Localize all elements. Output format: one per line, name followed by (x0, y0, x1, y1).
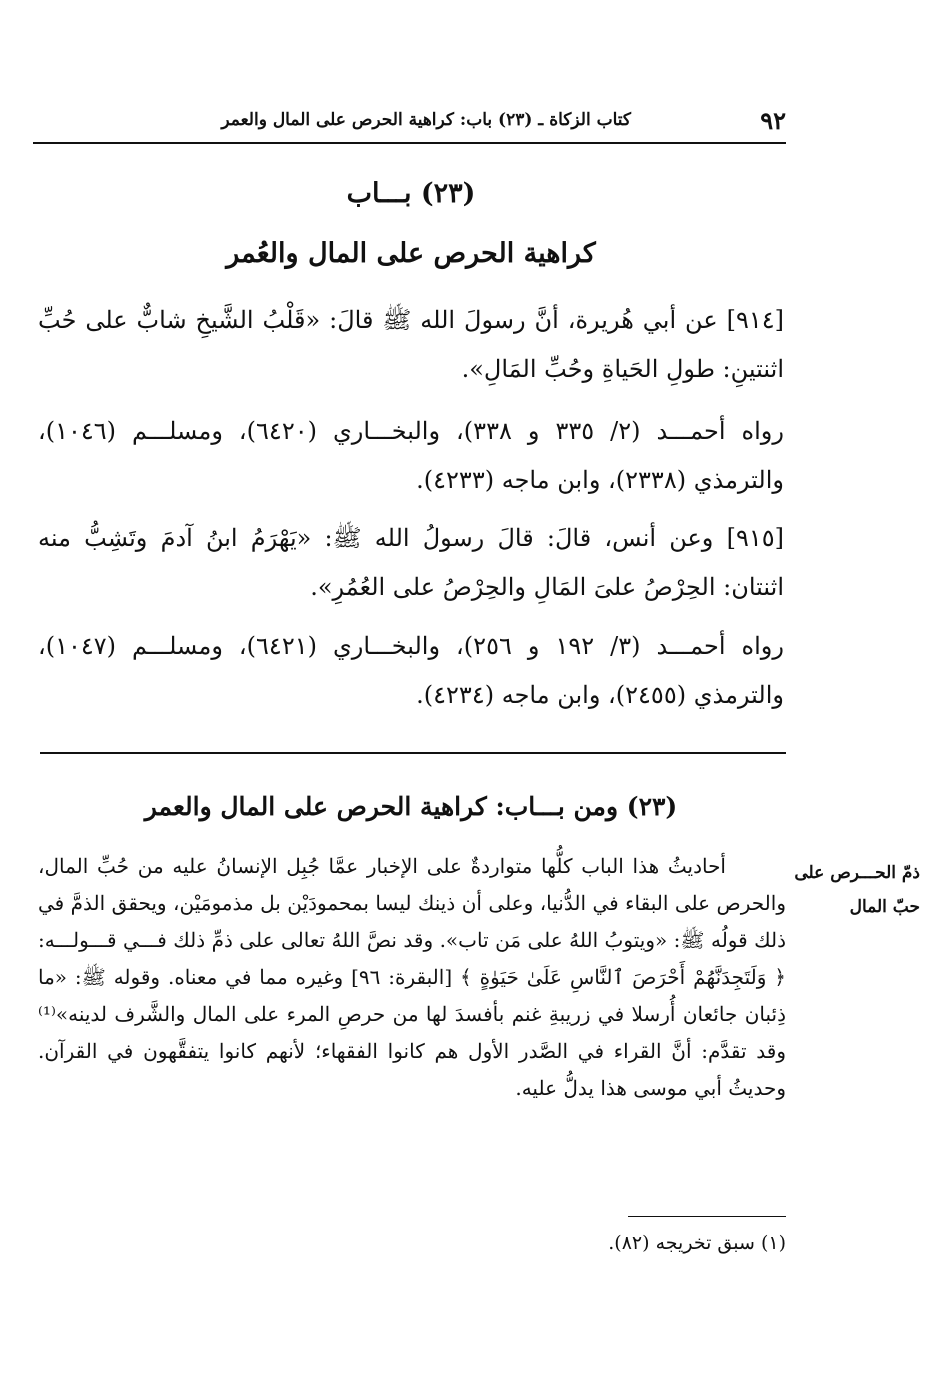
margin-note: ذمّ الحـــرص على حبّ المال (794, 863, 920, 917)
chapter-title: كراهية الحرص على المال والعُمر (226, 238, 596, 269)
chapter-number: (٢٣) بـــاب (346, 178, 476, 209)
running-header (36, 106, 786, 136)
page-number: ٩٢ (760, 106, 786, 135)
hadith-915-text: [٩١٥] وعن أنس، قالَ: قالَ رسولُ الله ﷺ: «يَهْرَمُ ابنُ آدمَ وتَشِبُّ منه اثنتان: الحِرْصُ علىَ المَالِ والحِرْصُ على العُمُرِ». (38, 524, 784, 601)
footnote-rule (628, 1216, 786, 1217)
commentary-body: أحاديثُ هذا الباب كلُّها متواردةٌ على الإخبار عمَّا جُبِل الإنسانُ عليه من حُبِّ المال، والحرص على البقاء في الدُّنيا، وعلى أن ذينك ليسا بمحمودَيْن بل مذمومَيْن، ويحقق الذمَّ في ذلك قولُه ﷺ: «ويتوبُ اللهُ على مَن تاب». وقد نصَّ اللهُ تعالى على ذمِّ ذلك فـــي قـــولـــه: ﴿ وَلَتَجِدَنَّهُمْ أَحْرَصَ ٱلنَّاسِ عَلَىٰ حَيَوٰةٍ ﴾ [البقرة: ٩٦] وغيره مما في معناه. وقوله ﷺ: «ما ذِئبان جائعان أُرسلا في زريبةِ غنم بأفسدَ لها من حرصِ المرء على المال والشَّرف لدينه»⁽¹⁾ وقد تقدَّم: أنَّ القراء في الصَّدر الأول هم كانوا الفقهاء؛ لأنهم كانوا يتفقَّهون في القرآن. وحديثُ أبي موسى هذا يدلُّ عليه. (38, 854, 786, 1100)
commentary-title: (٢٣) ومن بـــاب: كراهية الحرص على المال والعمر (144, 792, 678, 821)
footnote: (١) سبق تخريجه (٨٢). (608, 1232, 786, 1254)
hadith-915-source: رواه أحمـــد (٣/ ١٩٢ و ٢٥٦)، والبخـــاري (٦٤٢١)، ومسلـــم (١٠٤٧)، والترمذي (٢٤٥٥)، وابن ماجه (٤٢٣٤). (38, 632, 784, 709)
hadith-914-source: رواه أحمـــد (٢/ ٣٣٥ و ٣٣٨)، والبخـــاري (٦٤٢٠)، ومسلـــم (١٠٤٦)، والترمذي (٢٣٣٨)، وابن ماجه (٤٢٣٣). (38, 417, 784, 494)
hadith-914-text: [٩١٤] عن أبي هُريرة، أنَّ رسولَ الله ﷺ قالَ: «قَلْبُ الشَّيخِ شابٌّ على حُبِّ اثنتينِ: طولِ الحَياةِ وحُبِّ المَالِ». (38, 306, 784, 383)
header-rule (33, 142, 786, 144)
section-divider (40, 752, 786, 754)
running-title: كتاب الزكاة ـ (٢٣) باب: كراهية الحرص على المال والعمر (221, 110, 631, 130)
